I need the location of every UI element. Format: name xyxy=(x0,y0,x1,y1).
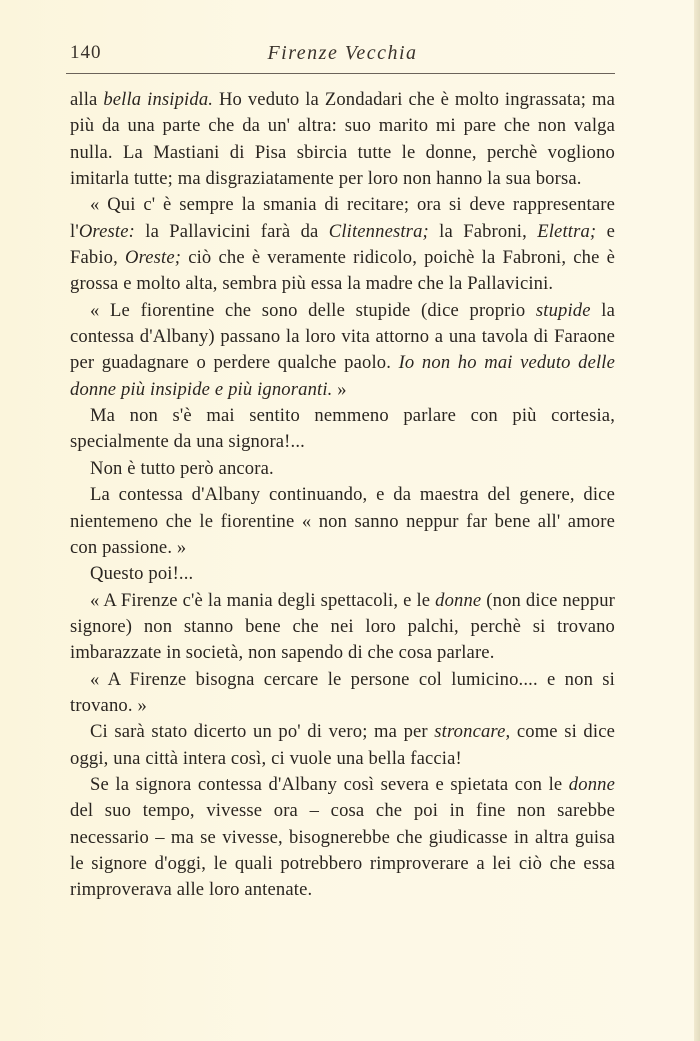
text-run: » xyxy=(332,378,347,400)
text-run: e Fabio, xyxy=(70,220,616,269)
italic-text-run: Elettra; xyxy=(537,220,597,242)
text-run: alla xyxy=(70,89,104,110)
paragraph xyxy=(70,667,615,720)
text-run: « A Firenze c'è la mania degli spettacoli, e le xyxy=(90,589,436,611)
paragraph xyxy=(70,192,615,297)
page-edge-shadow xyxy=(694,0,700,1041)
text-run: la contessa d'Albany) passano la loro vita attorno a una tavola di Faraone per guadagnare o perdere qualche paolo. xyxy=(70,299,615,374)
text-run: Ma non s'è mai sentito nemmeno parlare con più cortesia, specialmente da una signora!... xyxy=(70,405,615,453)
italic-text-run: Oreste; xyxy=(125,247,182,269)
text-run: come si dice oggi, una città intera così, ci vuole una bella faccia! xyxy=(70,721,616,769)
italic-text-run: bella insipida. xyxy=(103,89,214,110)
text-run: la Pallavicini farà da xyxy=(134,220,329,242)
text-run: Ci sarà stato dicerto un po' di vero; ma per xyxy=(90,721,435,743)
page-number: 140 xyxy=(70,42,102,63)
italic-text-run: donne xyxy=(568,773,615,795)
text-run: Se la signora contessa d'Albany così severa e spietata con le xyxy=(90,773,569,795)
text-run: « Qui c' è sempre la smania di recitare; ora si deve rappresentare l' xyxy=(70,194,615,242)
paragraph xyxy=(70,719,615,772)
italic-text-run: stroncare, xyxy=(434,721,511,743)
italic-text-run: Clitennestra; xyxy=(328,220,429,242)
header-rule xyxy=(66,73,615,74)
text-run: ciò che è veramente ridicolo, poichè la Fabroni, che è grossa e molto alta, sembra più essa la madre che la Pallavicini. xyxy=(70,247,615,295)
text-run: Questo poi!... xyxy=(90,563,194,585)
running-head: Firenze Vecchia xyxy=(267,42,418,64)
italic-text-run: Oreste: xyxy=(78,220,135,242)
paragraph xyxy=(70,403,615,456)
italic-text-run: stupide xyxy=(535,299,591,321)
italic-text-run: donne xyxy=(435,589,482,611)
text-run: La contessa d'Albany continuando, e da maestra del genere, dice nientemeno che le fiorentine « non sanno neppur far bene all' amore con passione. » xyxy=(70,484,615,558)
italic-text-run: Io non ho mai veduto delle donne più insipide e più ignoranti. xyxy=(70,352,616,400)
paragraph xyxy=(70,482,615,561)
paragraph xyxy=(70,456,615,482)
paragraph xyxy=(70,561,615,587)
text-run: « A Firenze bisogna cercare le persone col lumicino.... e non si trovano. » xyxy=(70,668,615,716)
paragraph xyxy=(70,588,615,667)
text-run: « Le fiorentine che sono delle stupide (dice proprio xyxy=(90,299,536,321)
body-text xyxy=(70,87,615,904)
text-run: (non dice neppur signore) non stanno bene che nei loro palchi, perchè si trovano imbarazzate in società, non sapendo di che cosa parlare. xyxy=(70,589,615,664)
paragraph xyxy=(70,772,615,904)
text-run: del suo tempo, vivesse ora – cosa che poi in fine non sarebbe necessario – ma se vivesse, bisognerebbe che giudicasse in altra guisa le signore d'oggi, le quali potrebbero rimproverare a lei ciò che essa rimproverava alle loro antenate. xyxy=(70,800,615,901)
text-run: Ho veduto la Zondadari che è molto ingrassata; ma più da una parte che da un' altra: suo marito mi pare che non valga nulla. La Mastiani di Pisa sbircia tutte le donne, perchè vogliono imitarla tutte; ma disgraziatamente per loro non hanno la sua borsa. xyxy=(70,89,615,190)
page-header xyxy=(70,42,615,72)
paragraph xyxy=(70,298,615,403)
text-run: la Fabroni, xyxy=(428,220,538,242)
text-run: Non è tutto però ancora. xyxy=(90,457,274,479)
paragraph xyxy=(70,87,615,192)
